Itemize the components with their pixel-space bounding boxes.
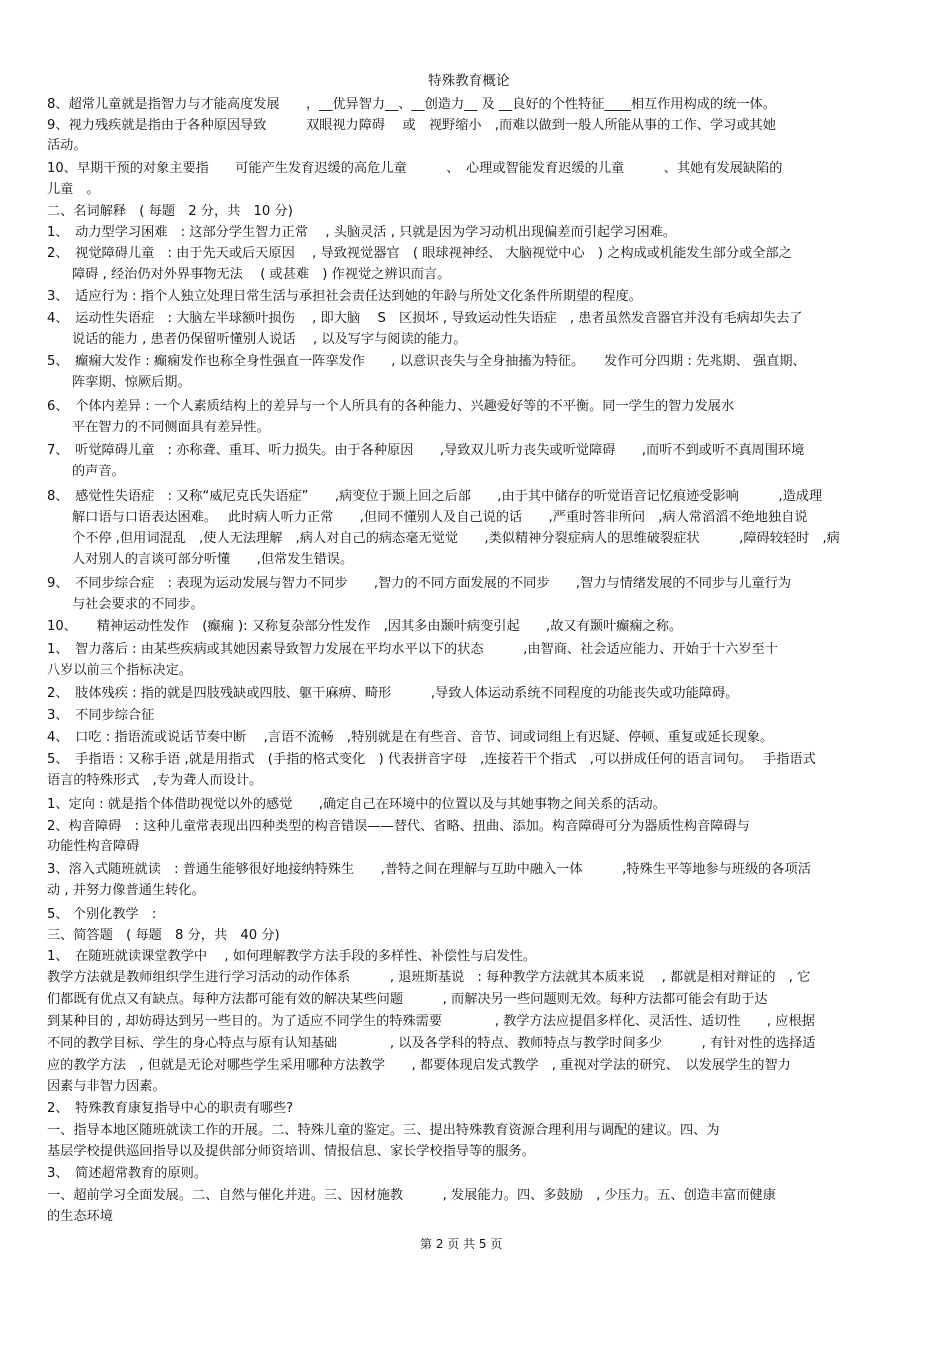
text-line: 一、超前学习全面发展。二、自然与催化并进。三、因材施教 , 发展能力。四、多鼓励 , 少压力。五、创造丰富而健康 (47, 1188, 776, 1203)
text-line: 5、 手指语 : 又称手语 ,就是用指式 (手指的格式变化 ) 代表拼音字母 ,连接若干个指式 ,可以拼成任何的语言词句。 手指语式 (47, 752, 816, 767)
text-line: 5、 个别化教学 : (47, 907, 157, 922)
text-line: 们都既有优点又有缺点。每种方法都可能有效的解决某些问题 , 而解决另一些问题则无效。每种方法都可能会有助于达 (47, 992, 768, 1007)
text-line: 障碍 , 经治仍对外界事物无法 ( 或甚难 ) 作视觉之辨识而言。 (72, 267, 451, 282)
text-line: 平在智力的不同侧面具有差异性。 (72, 420, 270, 435)
text-line: 10、早期干预的对象主要指 可能产生发育迟缓的高危儿童 、 心理或智能发育迟缓的儿童 、其她有发展缺陷的 (47, 161, 783, 176)
text-line: 教学方法就是教师组织学生进行学习活动的动作体系 , 退班斯基说 : 每种教学方法就其本质来说 , 都就是相对辩证的 , 它 (47, 970, 811, 985)
text-line: 二、名词解释 ( 每题 2 分，共 10 分) (47, 204, 293, 219)
text-line: 2、构音障碍 : 这种儿童常表现出四种类型的构音错误——替代、省略、扭曲、添加。构音障碍可分为器质性构音障碍与 (47, 819, 750, 834)
text-line: 八岁以前三个指标决定。 (47, 663, 193, 678)
text-line: 5、 癫痫大发作 : 癫痫发作也称全身性强直一阵挛发作 , 以意识丧失与全身抽搐为特征。 发作可分四期 : 先兆期、 强直期、 (47, 354, 806, 369)
text-line: 9、视力残疾就是指由于各种原因导致 双眼视力障碍 或 视野缩小 ,而难以做到一般人所能从事的工作、学习或其她 (47, 118, 776, 133)
text-line: 4、 运动性失语症 : 大脑左半球额叶损伤 , 即大脑 S 区损坏 , 导致运动性失语症 , 患者虽然发音器官并没有毛病却失去了 (47, 311, 803, 326)
text-line: 4、 口吃 : 指语流或说话节奏中断 ,言语不流畅 ,特别就是在有些音、音节、词或词组上有迟疑、停顿、重复或延长现象。 (47, 730, 774, 745)
text-line: 活动。 (47, 138, 87, 153)
text-line: 3、 简述超常教育的原则。 (47, 1166, 208, 1181)
text-line: 2、 特殊教育康复指导中心的职责有哪些? (47, 1101, 294, 1116)
text-line: 与社会要求的不同步。 (72, 597, 204, 612)
text-line: 基层学校提供巡回指导以及提供部分师资培训、情报信息、家长学校指导等的服务。 (47, 1144, 535, 1159)
text-line: 一、指导本地区随班就读工作的开展。二、特殊儿童的鉴定。三、提出特殊教育资源合理利用与调配的建议。四、为 (47, 1123, 720, 1138)
text-line: 因素与非智力因素。 (47, 1079, 166, 1094)
text-line: 9、 不同步综合症 : 表现为运动发展与智力不同步 ,智力的不同方面发展的不同步 ,智力与情绪发展的不同步与儿童行为 (47, 576, 792, 591)
text-line: 3、溶入式随班就读 : 普通生能够很好地接纳特殊生 ,普特之间在理解与互助中融入一体 ,特殊生平等地参与班级的各项活 (47, 862, 811, 877)
text-line: 1、 智力落后 : 由某些疾病或其她因素导致智力发展在平均水平以下的状态 ,由智商、社会适应能力、开始于十六岁至十 (47, 642, 778, 657)
text-line: 2、 肢体残疾 : 指的就是四肢残缺或四肢、躯干麻痹、畸形 ,导致人体运动系统不同程度的功能丧失或功能障碍。 (47, 686, 739, 701)
text-line: 动 , 并努力像普通生转化。 (47, 883, 205, 898)
text-line: 7、 听觉障碍儿童 : 亦称聋、重耳、听力损失。由于各种原因 ,导致双儿听力丧失或听觉障碍 ,而听不到或听不真周围环境 (47, 443, 805, 458)
text-line: 3、 适应行为 : 指个人独立处理日常生活与承担社会责任达到她的年龄与所处文化条件所期望的程度。 (47, 289, 642, 304)
text-line: 8、超常儿童就是指智力与才能高度发展 ，__优异智力__、__创造力__ 及 __良好的个性特征____相互作用构成的统一体。 (47, 97, 776, 112)
text-line: 6、 个体内差异 : 一个人素质结构上的差异与一个人所具有的各种能力、兴趣爱好等的不平衡。同一学生的智力发展水 (47, 399, 735, 414)
text-line: 语言的特殊形式 ,专为聋人而设计。 (47, 773, 263, 788)
text-line: 说话的能力 , 患者仍保留听懂别人说话 , 以及写字与阅读的能力。 (72, 332, 467, 347)
text-line: 的生态环境 (47, 1209, 113, 1224)
text-line: 不同的教学目标、学生的身心特点与原有认知基础 , 以及各学科的特点、教师特点与教学时间多少 , 有针对性的选择适 (47, 1036, 816, 1051)
text-line: 的声音。 (72, 464, 125, 479)
document-title: 特殊教育概论 (428, 73, 510, 89)
text-line: 解口语与口语表达困难。 此时病人听力正常 ,但同不懂别人及自己说的话 ,严重时答非所问 ,病人常滔滔不绝地独自说 (72, 510, 808, 525)
text-line: 1、定向 : 就是指个体借助视觉以外的感觉 ,确定自己在环境中的位置以及与其她事物之间关系的活动。 (47, 797, 666, 812)
text-line: 8、 感觉性失语症 : 又称“威尼克氏失语症” ,病变位于颞上回之后部 ,由于其中储存的听觉语音记忆痕迹受影响 ,造成理 (47, 489, 823, 504)
text-line: 三、简答题 ( 每题 8 分，共 40 分) (47, 928, 280, 943)
page-footer: 第 2 页 共 5 页 (420, 1237, 503, 1251)
text-line: 阵挛期、惊厥后期。 (72, 375, 191, 390)
text-line: 个不停 ,但用词混乱 ,使人无法理解 ,病人对自己的病态毫无觉觉 ,类似精神分裂症病人的思维破裂症状 ,障碍较轻时 ,病 (72, 531, 840, 546)
text-line: 应的教学方法 , 但就是无论对哪些学生采用哪种方法教学 , 都要体现启发式教学 , 重视对学法的研究、 以发展学生的智力 (47, 1058, 791, 1073)
text-line: 到某种目的 , 却妨碍达到另一些目的。为了适应不同学生的特殊需要 , 教学方法应提倡多样化、灵活性、适切性 , 应根据 (47, 1014, 815, 1029)
text-line: 人对别人的言谈可部分听懂 ,但常发生错误。 (72, 552, 354, 567)
text-line: 功能性构音障碍 (47, 839, 140, 854)
text-line: 3、 不同步综合征 (47, 708, 155, 723)
text-line: 2、 视觉障碍儿童 : 由于先天或后天原因 , 导致视觉器官 ( 眼球视神经、 大脑视觉中心 ) 之构成或机能发生部分或全部之 (47, 246, 792, 261)
text-line: 10、 精神运动性发作 (癫痫 ): 又称复杂部分性发作 ,因其多由颞叶病变引起 ,故又有颞叶癫痫之称。 (47, 619, 683, 634)
text-line: 儿童 。 (47, 182, 100, 197)
text-line: 1、 在随班就读课堂教学中 , 如何理解教学方法手段的多样性、补偿性与启发性。 (47, 949, 537, 964)
text-line: 1、 动力型学习困难 : 这部分学生智力正常 , 头脑灵活 , 只就是因为学习动机出现偏差而引起学习困难。 (47, 225, 677, 240)
